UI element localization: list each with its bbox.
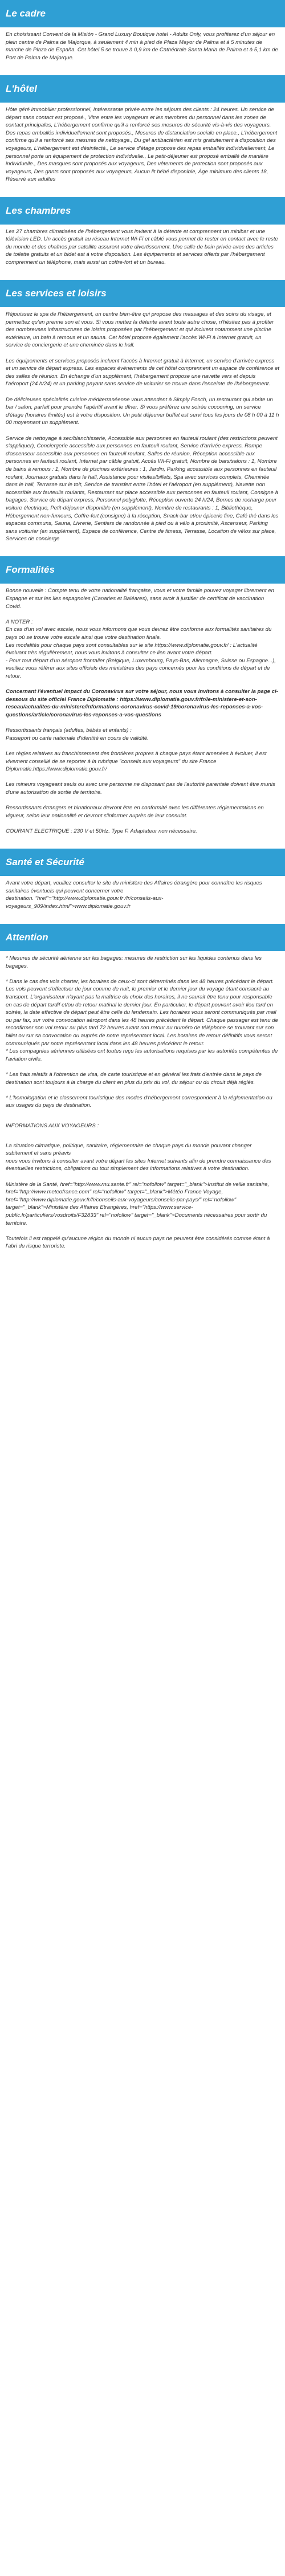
- paragraph: Avant votre départ, veuillez consulter le site du ministère des Affaires étrangère pour connaître les risques sanitaires éventuels qui peuvent concerner votre destination. "href"="http://www.diplomatie.gouv.fr /fr/conseils-aux-voyageurs_909/index.html">www.diplomatie.gouv.fr: [6, 880, 262, 910]
- paragraph: Les règles relatives au franchissement des frontières propres à chaque pays étant amenées à évoluer, il est vivement conseillé de se reporter à la rubrique "conseils aux voyageurs" du site France Diplomatie.https://www.diplomatie.gouv.fr/: [6, 750, 267, 773]
- paragraph: Service de nettoyage à sec/blanchisserie, Accessible aux personnes en fauteuil roulant (des restrictions peuvent s'appliquer), Conciergerie accessible aux personnes en fauteuil roulant, Service d'arrivée express, Rampe d'ascenseur accessible aux personnes en fauteuil roulant, Salles de réunion, Réception accessible aux personnes en fauteuil roulant, Internet par câble gratuit, Accès Wi-Fi gratuit, Nombre de bars/salons : 1, Nombre de bains à remous : 1, Nombre de piscines extérieures : 1, Jardin, Parking accessible aux personnes en fauteuil roulant, Journaux gratuits dans le hall, Assistance pour visites/billets, Spa avec services complets, Cheminée dans le hall, Terrasse sur le toit, Service de transfert entre l'hôtel et l'aéroport (en supplément), Navette non accessible aux fauteuils roulants, Restaurant sur place accessible aux personnes en fauteuil roulant, Consigne à bagages, Service de départ express, Personnel polyglotte, Réception ouverte 24 h/24, Bornes de recharge pour voiture électrique, Petit-déjeuner disponible (en supplément), Nombre de restaurants : 1, Bibliothèque, Hébergement non-fumeurs, Coffre-fort (consigne) à la réception, Snack-bar et/ou épicerie fine, Café thé dans les espaces communs, Sauna, Livrerie, Sentiers de randonnée à pied ou à vélo à proximité, Ascenseur, Parking sans voiturier (en supplément), Espace de conférence, Centre de fitness, Terrasse, Location de vélos sur place, Services de concierge: [6, 435, 279, 543]
- paragraph: Les mineurs voyageant seuls ou avec une personne ne disposant pas de l'autorité parentale doivent être munis d'une autorisation de sortie de territoire.: [6, 781, 275, 796]
- paragraph: La situation climatique, politique, sanitaire, réglementaire de chaque pays du monde pouvant changer subitement et sans préavis nous vous invitons à consulter avant votre départ les sites Internet suivants afin de prendre connaissance des éventuelles restrictions, obligations ou tout simplement des informations relatives à votre destination.: [6, 1142, 271, 1172]
- section-sante: [0, 876, 285, 924]
- section-services: [0, 307, 285, 556]
- section-attention: [0, 951, 285, 1264]
- section-chambres: [0, 225, 285, 280]
- paragraph: En choisissant Convent de la Misión - Grand Luxury Boutique hotel - Adults Only, vous profiterez d'un séjour en plein centre de Palma de Majorque, à seulement 4 min à pied de Plaza Mayor de Palma et à 5 minutes de marche de Plaza de España. Cet hôtel 5 se trouve à 0,9 km de Cathédrale Santa Maria de Palma et à 5,1 km de Port de Palma de Majorque.: [6, 31, 278, 61]
- paragraph: COURANT ELECTRIQUE : 230 V et 50Hz. Type F. Adaptateur non nécessaire.: [6, 828, 197, 834]
- section-cadre: [0, 27, 285, 75]
- paragraph: * L'homologation et le classement touristique des modes d'hébergement correspondent à la réglementation ou aux usages du pays de destination.: [6, 1094, 272, 1109]
- paragraph: Ministère de la Santé, href="http://www.rnu.sante.fr" rel="nofollow" target="_blank">Institut de veille sanitaire, href="http://www.meteofrance.com" rel="nofollow" target="_blank">Météo France Voyage, href="http://www.diplomatie.gouv.fr/fr/conseils-aux-voyageurs/conseils-par-pays/" rel="nofollow" target="_blank">Ministère des Affaires Etrangères, href="https://www.service-public.fr/particuliers/vosdroits/F32833" rel="nofollow" target="_blank">Documents nécessaires pour sortir du territoire.: [6, 1181, 269, 1226]
- paragraph: * Les frais relatifs à l'obtention de visa, de carte touristique et en général les frais d'entrée dans le pays de destination sont toujours à la charge du client en plus du prix du vol, du séjour ou du circuit déjà réglés.: [6, 1071, 262, 1086]
- section-title: Attention: [6, 932, 48, 943]
- section-title: Santé et Sécurité: [6, 857, 84, 868]
- paragraph: Ressortissants étrangers et binationaux devront être en conformité avec les différentes réglementations en vigueur, selon leur nationalité et devront s'informer auprès de leur consulat.: [6, 805, 264, 819]
- paragraph: Bonne nouvelle : Compte tenu de votre nationalité française, vous et votre famille pouvez voyager librement en Espagne et sur les îles espagnoles (Canaries et Baléares), sans avoir à justifier de certificat de vaccination Covid.: [6, 588, 274, 610]
- section-banner-chambres: [0, 197, 285, 225]
- paragraph: * Dans le cas des vols charter, les horaires de ceux-ci sont déterminés dans les 48 heures précédant le départ. Les vols peuvent s'effectuer de jour comme de nuit, le premier et le dernier jour du voyage étant consacré au transport. L'organisateur n'ayant pas la maîtrise du choix des horaires, il ne saurait être tenu pour responsable en cas de départ tardif et/ou de retour matinal le dernier jour. En particulier, le départ pouvant avoir lieu tard en soirée, la date effective de départ peut être celle du lendemain. Les horaires vous seront communiqués par mail ou par fax, sur votre convocation aéroport dans les 48 heures précédent le départ. Chaque passager est tenu de reconfirmer son vol retour au plus tard 72 heures avant son retour au numéro de téléphone se trouvant sur son billet ou sur sa convocation ou auprès de notre représentant local. Les horaires de retour définitifs vous seront communiqués par notre représentant local dans les 48 heures précédent le retour. * Les compagnies aériennes utilisées ont toutes reçu les autorisations requises par les autorités compétentes de l'aviation civile.: [6, 978, 278, 1062]
- paragraph: Concernant l'éventuel impact du Coronavirus sur votre séjour, nous vous invitons à consulter la page ci-dessous du site officiel France Diplomatie : https://www.diplomatie.gouv.fr/fr/le-ministere-et-son-reseau/actualites-du-ministere/informations-coronavirus-covid-19/coronavirus-les-reponses-a-vos-questions/article/coronavirus-les-reponses-a-vos-questions: [6, 688, 278, 718]
- paragraph: Les équipements et services proposés incluent l'accès à Internet gratuit à Internet, un service d'arrivée express et un service de départ express. Les espaces événements de cet hôtel comprennent un espace de conférence et des salles de réunion. En échange d'un supplément, l'hébergement propose une navette vers et depuis l'aéroport (24 h/24) et un parking payant sans service de voiturier se trouve dans l'enceinte de l'hébergement.: [6, 357, 279, 388]
- section-banner-hotel: [0, 75, 285, 103]
- section-title: Les chambres: [6, 205, 71, 216]
- info-heading: INFORMATIONS AUX VOYAGEURS :: [6, 1122, 99, 1129]
- paragraph: * Mesures de sécurité aérienne sur les bagages: mesures de restriction sur les liquides contenus dans les bagages.: [6, 955, 262, 969]
- section-title: Le cadre: [6, 8, 46, 19]
- paragraph: Réjouissez le spa de l'hébergement, un centre bien-être qui propose des massages et des soins du visage, et permettez qu'en prenne son et vous. Si vous mettez la détente avant toute autre chose, n'hésitez pas à profiter des nombreuses infrastructures de loisirs proposées par l'hébergement et qui incluent notamment une piscine extérieure, un bain à remous et un sauna. Cet hôtel propose également l'accès Wi-Fi à Internet gratuit, un service de conciergerie et une cheminée dans le hall.: [6, 311, 274, 349]
- section-banner-cadre: [0, 0, 285, 27]
- section-banner-services: [0, 280, 285, 307]
- section-title: Formalités: [6, 564, 55, 576]
- section-hotel: [0, 103, 285, 197]
- section-banner-sante: [0, 849, 285, 876]
- section-title: Les services et loisirs: [6, 288, 107, 299]
- paragraph: Ressortissants français (adultes, bébés et enfants) : Passeport ou carte nationale d'identité en cours de validité.: [6, 727, 149, 741]
- paragraph: De délicieuses spécialités cuisine méditerranéenne vous attendent à Simply Fosch, un restaurant qui abrite un bar / salon, parfait pour prendre l'apéritif avant le dîner. Si vous préférez une soirée cocooning, un service d'étage (horaires limités) est à votre disposition. Un petit déjeuner buffet est servi tous les jours de 08 h 00 à 11 h 00 moyennant un supplément.: [6, 396, 279, 426]
- section-banner-attention: [0, 924, 285, 951]
- paragraph: Toutefois il est rappelé qu'aucune région du monde ni aucun pays ne peuvent être considérés comme étant à l'abri du risque terroriste.: [6, 1235, 270, 1250]
- paragraph: Hôte géré immobilier professionnel, Intéressante privée entre les séjours des clients : 24 heures. Un service de départ sans contact est proposé., Vitre entre les voyageurs et les membres du personnel dans les zones de contact principales, L'hébergement confirme qu'il a renforcé ses mesures de sécurité vis-à-vis des voyageurs. Des repas emballés individuellement sont proposés., Mesures de distanciation sociale en place., L'hébergement confirme qu'il a renforcé ses mesures de nettoyage., Du gel antibactérien est mis gratuitement à disposition des voyageurs, L'hébergement est désinfecté., Le service d'étage propose des repas emballés individuellement, Le personnel porte un équipement de protection individuelle., Le petit-déjeuner est proposé emballé de manière individuelle., Des masques sont proposés aux voyageurs, Des vêtements de protection sont proposés aux voyageurs, Des gants sont proposés aux voyageurs, Aucun lit bébé disponible, Âge minimum des clients 18, Réservé aux adultes: [6, 106, 278, 183]
- hotel-description-page: [0, 0, 285, 1264]
- paragraph: A NOTER : En cas d'un vol avec escale, nous vous informons que vous devrez être conforme aux formalités sanitaires du pays où se trouve votre escale ainsi que votre destination finale. Les modalités pour chaque pays sont consultables sur le site https://www.diplomatie.gouv.fr/ : L'actualité évoluant très régulièrement, nous vous invitons à consulter ce lien avant votre départ. - Pour tout départ d'un aéroport frontalier (Belgique, Luxembourg, Pays-Bas, Allemagne, Suisse ou Espagne...), veuillez vous référer aux sites officiels des ministères des pays concernés pour les conditions de départ et de retour.: [6, 618, 276, 679]
- paragraph: Les 27 chambres climatisées de l'hébergement vous invitent à la détente et comprennent un minibar et une télévision LED. Un accès gratuit au réseau Internet Wi-Fi et câblé vous permet de rester en contact avec le reste du monde et des chaînes par satellite assurent votre divertissement. Une salle de bain privée avec des articles de toilette gratuits et un bidet est à votre disposition. Les équipements et services offerts par l'hébergement comprennent un téléphone, mais aussi un coffre-fort et un bureau.: [6, 228, 278, 266]
- section-banner-formalites: [0, 556, 285, 584]
- section-formalites: [0, 584, 285, 849]
- section-title: L'hôtel: [6, 83, 38, 94]
